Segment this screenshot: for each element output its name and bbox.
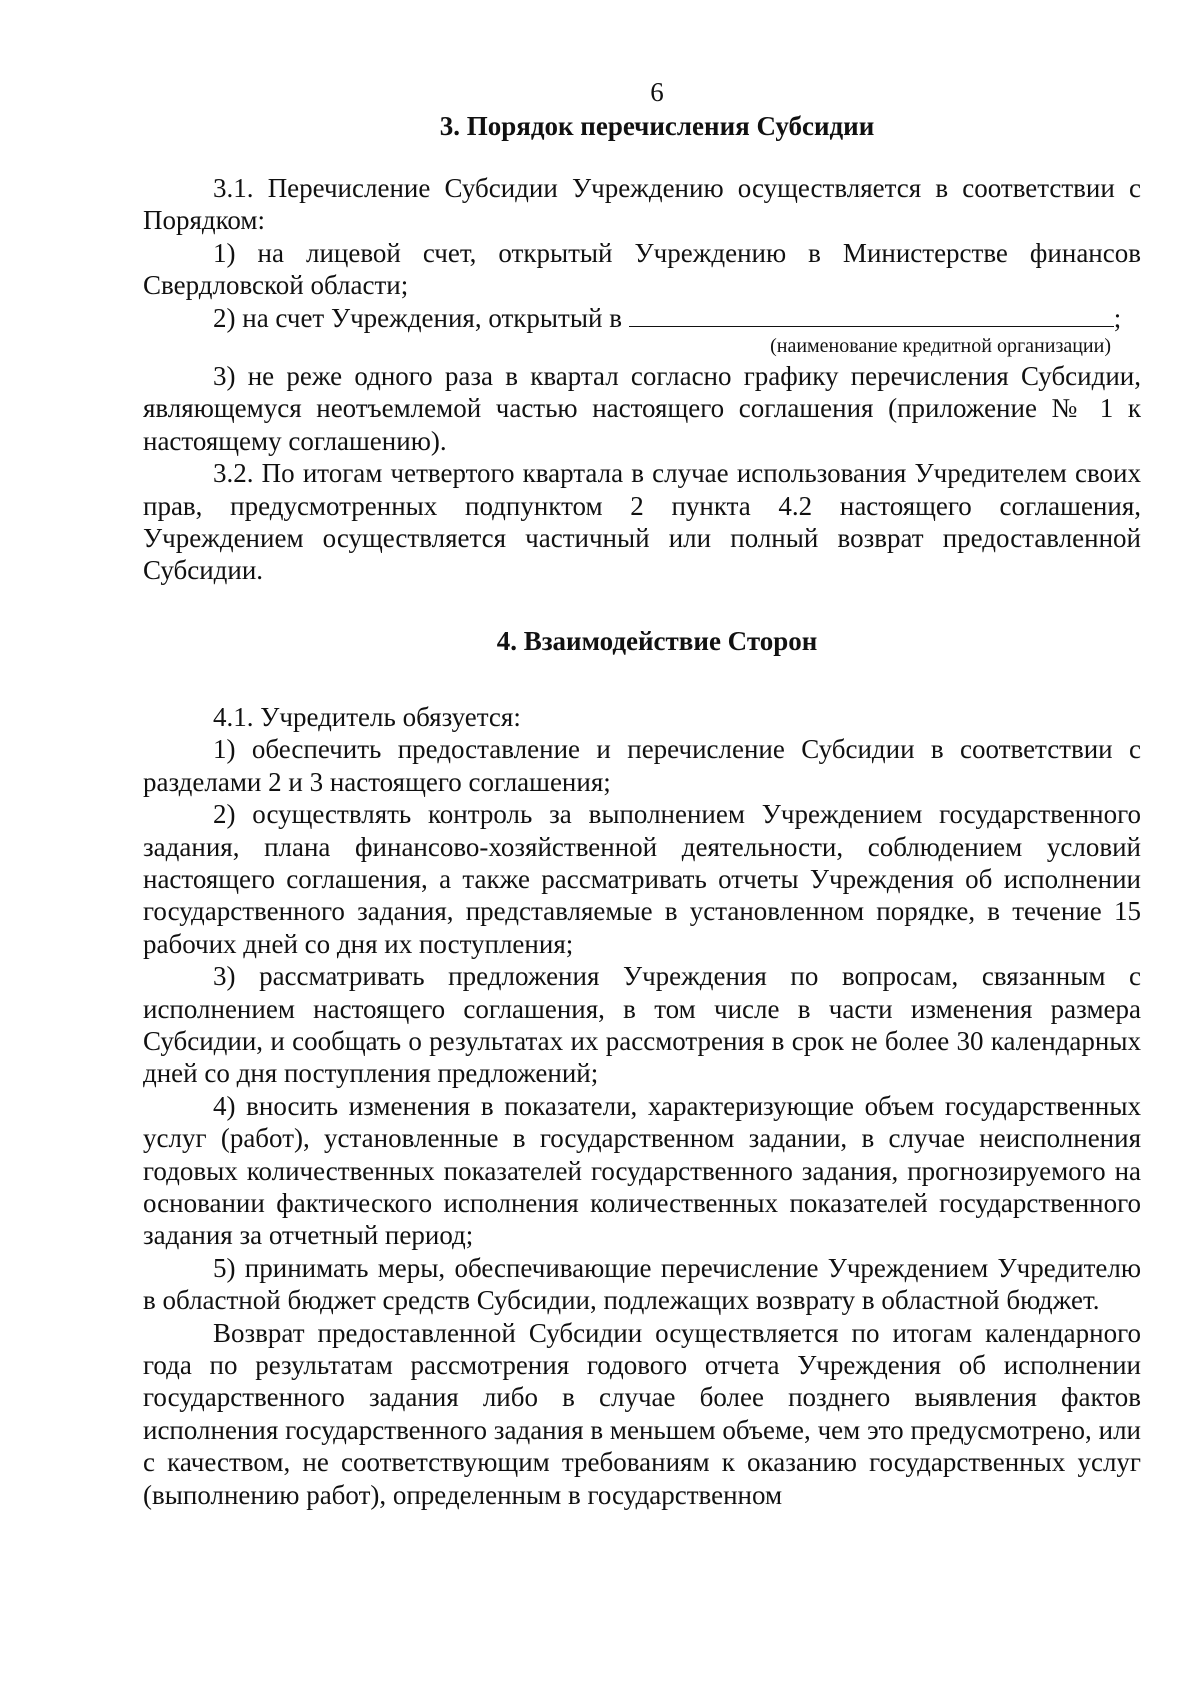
paragraph-4-1-item-2: 2) осуществлять контроль за выполнением Учреждением государственного задания, плана финансово-хозяйственной деятельности, соблюдением условий настоящего соглашения, а также рассматривать отчеты Учреждения об исполнении государственного задания, представляемые в установленном порядке, в течение 15 рабочих дней со дня их поступления;: [143, 799, 1141, 959]
paragraph-4-1-item-3: 3) рассматривать предложения Учреждения по вопросам, связанным с исполнением настоящего соглашения, в том числе в части изменения размера Субсидии, и сообщать о результатах их рассмотрения в срок не более 30 календарных дней со дня поступления предложений;: [143, 961, 1141, 1089]
paragraph-3-1-item-1: 1) на лицевой счет, открытый Учреждению в Министерстве финансов Свердловской области;: [143, 237, 1141, 301]
page-number: 6: [650, 77, 664, 107]
paragraph-4-1-item-5: 5) принимать меры, обеспечивающие перечисление Учреждением Учредителю в областной бюджет средств Субсидии, подлежащих возврату в областной бюджет.: [143, 1252, 1141, 1316]
document-content: [143, 76, 1141, 1511]
section-3-title: 3. Порядок перечисления Субсидии: [439, 111, 875, 141]
bank-name-blank-line: [629, 304, 1114, 327]
bank-name-caption: (наименование кредитной организации): [770, 335, 1111, 358]
paragraph-subsidy-return: Возврат предоставленной Субсидии осуществляется по итогам календарного года по результатам рассмотрения годового отчета Учреждения об исполнении государственного задания либо в случае более позднего выявления фактов исполнения государственного задания в меньшем объеме, чем это предусмотрено, или с качеством, не соответствующим требованиям к оказанию государственных услуг (выполнению работ), определенным в государственном: [143, 1317, 1141, 1510]
paragraph-3-1-item-3: 3) не реже одного раза в квартал согласно графику перечисления Субсидии, являющемуся неотъемлемой частью настоящего соглашения (приложение № 1 к настоящему соглашению).: [143, 361, 1141, 456]
item-2-suffix: ;: [1113, 302, 1122, 333]
item-2-prefix: 2) на счет Учреждения, открытый в: [213, 302, 622, 333]
section-4-title: 4. Взаимодействие Сторон: [496, 625, 818, 656]
paragraph-4-1-item-1: 1) обеспечить предоставление и перечисление Субсидии в соответствии с разделами 2 и 3 настоящего соглашения;: [143, 734, 1141, 797]
paragraph-4-1-item-4: 4) вносить изменения в показатели, характеризующие объем государственных услуг (работ), установленные в государственном задании, в случае неисполнения годовых количественных показателей государственного задания, прогнозируемого на основании фактического исполнения количественных показателей государственного задания за отчетный период;: [143, 1090, 1141, 1251]
paragraph-4-1: 4.1. Учредитель обязуется:: [213, 701, 521, 732]
paragraph-3-1-item-2: [143, 302, 1141, 334]
paragraph-3-2: 3.2. По итогам четвертого квартала в случае использования Учредителем своих прав, предусмотренных подпунктом 2 пункта 4.2 настоящего соглашения, Учреждением осуществляется частичный или полный возврат предоставленной Субсидии.: [143, 458, 1141, 586]
paragraph-3-1: 3.1. Перечисление Субсидии Учреждению осуществляется в соответствии с Порядком:: [143, 173, 1141, 236]
